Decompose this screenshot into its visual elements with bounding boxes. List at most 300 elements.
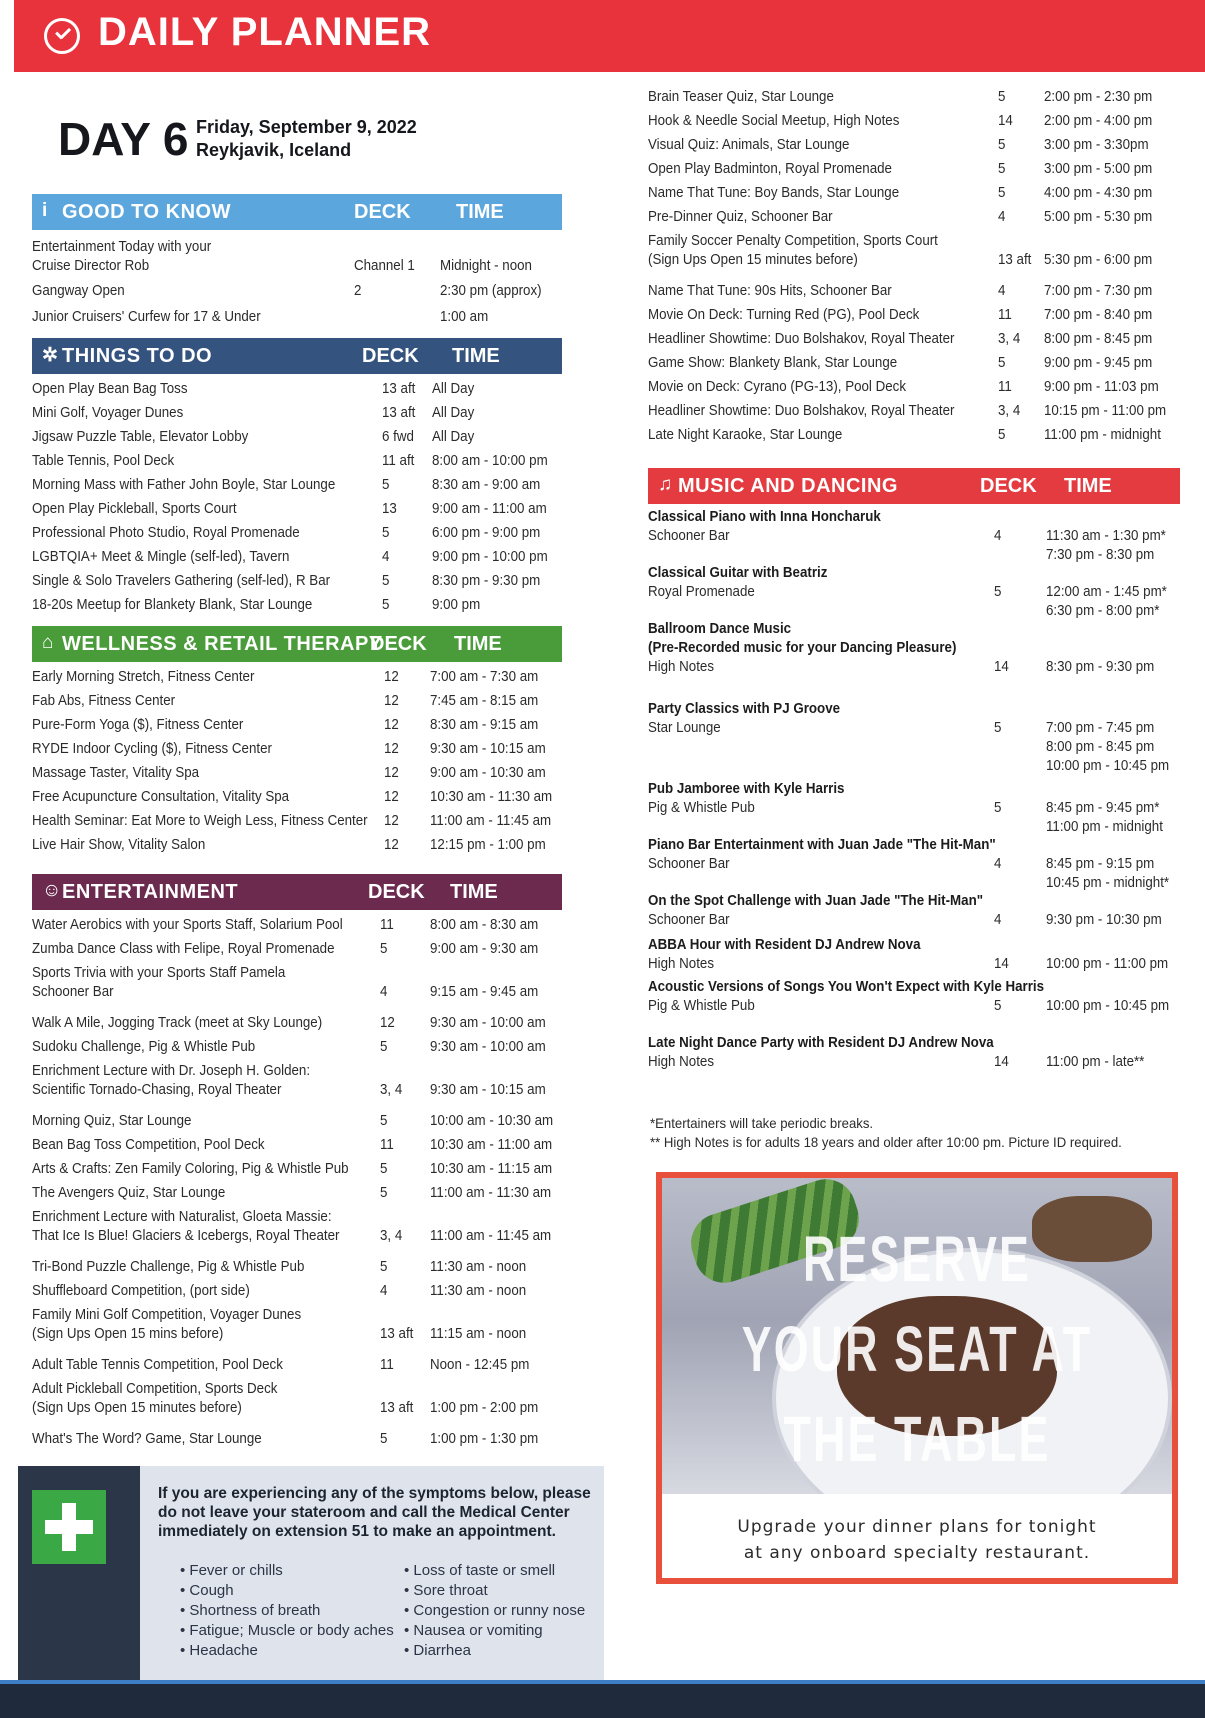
music-time-line: 9:30 pm - 10:30 pm	[1046, 912, 1162, 928]
row-name-line: Entertainment Today with your	[32, 239, 212, 255]
promo-headline-2: YOUR SEAT AT	[741, 1313, 1093, 1385]
row-name-line: Name That Tune: Boy Bands, Star Lounge	[648, 185, 900, 201]
table-row-name	[648, 208, 833, 227]
row-name-line: Sports Trivia with your Sports Staff Pamela	[32, 965, 286, 981]
symptom-item: • Shortness of breath	[180, 1602, 321, 1619]
row-name-line: 18-20s Meetup for Blankety Blank, Star Lounge	[32, 597, 313, 613]
music-venue: High Notes	[648, 659, 714, 675]
table-row-name	[648, 88, 834, 107]
row-time: 10:00 am - 10:30 am	[430, 1113, 554, 1129]
table-row-name	[32, 572, 330, 591]
time-header: TIME	[456, 201, 504, 223]
row-deck: 5	[998, 355, 1006, 371]
table-row-name	[32, 428, 248, 447]
music-deck: 5	[994, 720, 1002, 736]
music-item	[648, 564, 827, 602]
row-time: 10:30 am - 11:30 am	[430, 789, 553, 805]
mask-icon: ☺	[42, 880, 62, 901]
day-date-block	[196, 116, 417, 162]
section-title: WELLNESS & RETAIL THERAPY	[62, 633, 383, 655]
music-footnote: ** High Notes is for adults 18 years and older after 10:00 pm. Picture ID required.	[650, 1134, 1122, 1150]
row-time: 7:00 am - 7:30 am	[430, 669, 539, 685]
row-time: 8:00 am - 8:30 am	[430, 917, 539, 933]
symptom-item: • Cough	[180, 1582, 234, 1599]
row-deck: 3, 4	[380, 1082, 403, 1098]
symptom-item: • Diarrhea	[404, 1642, 471, 1659]
music-item	[648, 508, 881, 546]
row-time: 3:00 pm - 5:00 pm	[1044, 161, 1153, 177]
row-time: 2:30 pm (approx)	[440, 283, 542, 299]
music-time-line: 10:00 pm - 10:45 pm	[1046, 758, 1170, 774]
table-row-name	[32, 1306, 301, 1344]
row-name-line: Enrichment Lecture with Naturalist, Gloeta Massie:	[32, 1209, 332, 1225]
music-time-line: 8:30 pm - 9:30 pm	[1046, 659, 1155, 675]
table-row-name	[32, 940, 335, 959]
row-deck: 4	[382, 549, 390, 565]
row-deck: 5	[382, 525, 390, 541]
page-footer	[0, 1680, 1205, 1718]
table-row-name	[32, 1038, 255, 1057]
row-name-line: Headliner Showtime: Duo Bolshakov, Royal Theater	[648, 403, 955, 419]
row-deck: 4	[380, 984, 388, 1000]
section-title: THINGS TO DO	[62, 345, 213, 367]
row-deck: 2	[354, 283, 362, 299]
promo-caption-1: Upgrade your dinner plans for tonight	[737, 1517, 1097, 1537]
music-time-line: 10:45 pm - midnight*	[1046, 875, 1170, 891]
row-time: 6:00 pm - 9:00 pm	[432, 525, 541, 541]
symptom-item: • Sore throat	[404, 1582, 488, 1599]
music-time	[1046, 911, 1162, 930]
row-name-line: Single & Solo Travelers Gathering (self-led), R Bar	[32, 573, 331, 589]
symptom-item: • Nausea or vomiting	[404, 1622, 543, 1639]
row-name-line: Early Morning Stretch, Fitness Center	[32, 669, 255, 685]
row-deck: 5	[382, 573, 390, 589]
music-venue: Pig & Whistle Pub	[648, 998, 755, 1014]
music-item	[648, 620, 956, 677]
row-time: 9:30 am - 10:15 am	[430, 1082, 546, 1098]
music-note-icon: ♫	[658, 474, 673, 495]
row-time: 8:30 am - 9:15 am	[430, 717, 539, 733]
row-deck: 5	[380, 1113, 388, 1129]
row-name-line: Mini Golf, Voyager Dunes	[32, 405, 184, 421]
row-time: 9:15 am - 9:45 am	[430, 984, 539, 1000]
promo-reserve-seat[interactable]	[656, 1172, 1178, 1584]
row-name-line: Brain Teaser Quiz, Star Lounge	[648, 89, 834, 105]
music-title-line: On the Spot Challenge with Juan Jade "The Hit-Man"	[648, 893, 984, 909]
time-header: TIME	[1064, 475, 1112, 497]
row-deck: 12	[384, 837, 399, 853]
music-time	[1046, 997, 1169, 1016]
row-deck: 13 aft	[380, 1326, 414, 1342]
row-name-line: That Ice Is Blue! Glaciers & Icebergs, Royal Theater	[32, 1228, 340, 1244]
table-row-name	[32, 524, 300, 543]
row-time: 11:00 am - 11:45 am	[430, 1228, 552, 1244]
music-item	[648, 936, 921, 974]
row-time: All Day	[432, 381, 475, 397]
music-venue: Schooner Bar	[648, 912, 730, 928]
table-row-name	[648, 378, 906, 397]
music-time	[1046, 855, 1169, 893]
row-name-line: Family Soccer Penalty Competition, Sports Court	[648, 233, 938, 249]
row-time: All Day	[432, 405, 475, 421]
row-time: 7:45 am - 8:15 am	[430, 693, 539, 709]
music-title-line: Acoustic Versions of Songs You Won't Expect with Kyle Harris	[648, 979, 1045, 995]
section-title: GOOD TO KNOW	[62, 201, 231, 223]
row-name-line: Shuffleboard Competition, (port side)	[32, 1283, 250, 1299]
promo-headline-3: THE TABLE	[783, 1403, 1051, 1475]
symptom-item: • Fever or chills	[180, 1562, 283, 1579]
row-name-line: Hook & Needle Social Meetup, High Notes	[648, 113, 900, 129]
day-location: Reykjavik, Iceland	[196, 140, 352, 160]
music-deck: 14	[994, 956, 1009, 972]
table-row-name	[648, 330, 954, 349]
row-name-line: Gangway Open	[32, 283, 125, 299]
table-row-name	[32, 1380, 277, 1418]
row-deck: 12	[384, 669, 399, 685]
row-name-line: Late Night Karaoke, Star Lounge	[648, 427, 843, 443]
row-name-line: Arts & Crafts: Zen Family Coloring, Pig & Whistle Pub	[32, 1161, 349, 1177]
row-time: 12:15 pm - 1:00 pm	[430, 837, 546, 853]
row-time: 9:00 am - 9:30 am	[430, 941, 539, 957]
music-time	[1046, 955, 1168, 974]
row-time: 9:30 am - 10:15 am	[430, 741, 546, 757]
table-row-name	[32, 836, 205, 855]
music-venue: Star Lounge	[648, 720, 721, 736]
row-deck: Channel 1	[354, 258, 415, 274]
medical-message: If you are experiencing any of the symptoms below, please do not leave your stateroom and call the Medical Center immediately on extension 51 to make an appointment.	[158, 1485, 591, 1540]
row-name-line: Pure-Form Yoga ($), Fitness Center	[32, 717, 244, 733]
row-name-line: LGBTQIA+ Meet & Mingle (self-led), Tavern	[32, 549, 290, 565]
table-row-name	[32, 1014, 322, 1033]
music-title-line: Piano Bar Entertainment with Juan Jade "The Hit-Man"	[648, 837, 996, 853]
row-name-line: Pre-Dinner Quiz, Schooner Bar	[648, 209, 833, 225]
row-deck: 4	[380, 1283, 388, 1299]
music-deck: 4	[994, 856, 1002, 872]
music-time-line: 10:00 pm - 11:00 pm	[1046, 956, 1169, 972]
row-time: 10:30 am - 11:15 am	[430, 1161, 553, 1177]
section-header	[32, 338, 562, 374]
deck-header: DECK	[370, 633, 427, 655]
row-name-line: Visual Quiz: Animals, Star Lounge	[648, 137, 850, 153]
row-time: 8:30 am - 9:00 am	[432, 477, 541, 493]
music-venue: Pig & Whistle Pub	[648, 800, 755, 816]
music-time	[1046, 658, 1154, 677]
row-name-line: Schooner Bar	[32, 984, 114, 1000]
row-time: 5:30 pm - 6:00 pm	[1044, 252, 1153, 268]
row-deck: 5	[380, 1431, 388, 1447]
row-name-line: Adult Table Tennis Competition, Pool Deck	[32, 1357, 283, 1373]
row-time: 8:30 pm - 9:30 pm	[432, 573, 541, 589]
table-row-name	[32, 1112, 191, 1131]
music-venue: High Notes	[648, 1054, 714, 1070]
row-time: 9:00 am - 10:30 am	[430, 765, 546, 781]
row-time: 10:30 am - 11:00 am	[430, 1137, 553, 1153]
row-name-line: Fab Abs, Fitness Center	[32, 693, 176, 709]
row-deck: 5	[998, 161, 1006, 177]
music-time-line: 11:30 am - 1:30 pm*	[1046, 528, 1166, 544]
table-row-name	[648, 306, 919, 325]
row-deck: 6 fwd	[382, 429, 414, 445]
row-time: Noon - 12:45 pm	[430, 1357, 530, 1373]
music-item	[648, 978, 1044, 1016]
section-header	[32, 194, 562, 230]
row-name-line: Open Play Bean Bag Toss	[32, 381, 188, 397]
row-name-line: Adult Pickleball Competition, Sports Deck	[32, 1381, 278, 1397]
table-row-name	[32, 716, 243, 735]
row-time: 10:15 pm - 11:00 pm	[1044, 403, 1167, 419]
row-deck: 5	[382, 597, 390, 613]
row-time: 7:00 pm - 7:30 pm	[1044, 283, 1153, 299]
table-row-name	[32, 740, 272, 759]
day-date: Friday, September 9, 2022	[196, 117, 417, 137]
row-name-line: Cruise Director Rob	[32, 258, 150, 274]
music-deck: 14	[994, 659, 1009, 675]
music-time-line: 7:30 pm - 8:30 pm	[1046, 547, 1155, 563]
row-time: 11:00 pm - midnight	[1044, 427, 1161, 443]
section-header	[648, 468, 1180, 504]
row-time: 1:00 pm - 2:00 pm	[430, 1400, 539, 1416]
music-time-line: 11:00 pm - midnight	[1046, 819, 1163, 835]
row-time: 8:00 am - 10:00 pm	[432, 453, 548, 469]
row-deck: 13 aft	[380, 1400, 414, 1416]
table-row-name	[32, 596, 312, 615]
row-name-line: Enrichment Lecture with Dr. Joseph H. Golden:	[32, 1063, 311, 1079]
row-time: 9:30 am - 10:00 am	[430, 1015, 546, 1031]
row-deck: 5	[998, 185, 1006, 201]
deck-header: DECK	[354, 201, 411, 223]
row-deck: 5	[380, 1185, 388, 1201]
music-time-line: 12:00 am - 1:45 pm*	[1046, 584, 1167, 600]
music-venue: Schooner Bar	[648, 856, 730, 872]
row-deck: 13	[382, 501, 397, 517]
music-item	[648, 836, 996, 874]
table-row-name	[648, 112, 899, 131]
promo-headline-1: RESERVE	[802, 1223, 1032, 1295]
table-row-name	[648, 426, 842, 445]
row-deck: 5	[382, 477, 390, 493]
row-deck: 5	[380, 1259, 388, 1275]
row-time: 7:00 pm - 8:40 pm	[1044, 307, 1153, 323]
row-deck: 5	[998, 89, 1006, 105]
row-time: 9:00 pm - 10:00 pm	[432, 549, 548, 565]
row-deck: 11	[998, 307, 1012, 323]
music-deck: 4	[994, 528, 1002, 544]
row-deck: 12	[384, 693, 399, 709]
section-title: ENTERTAINMENT	[62, 881, 239, 903]
row-time: 11:30 am - noon	[430, 1259, 527, 1275]
music-title-line: Ballroom Dance Music	[648, 621, 792, 637]
row-deck: 12	[384, 789, 399, 805]
music-item	[648, 700, 840, 738]
symptom-item: • Headache	[180, 1642, 258, 1659]
row-name-line: Family Mini Golf Competition, Voyager Dunes	[32, 1307, 302, 1323]
table-row-name	[648, 282, 892, 301]
row-name-line: Junior Cruisers' Curfew for 17 & Under	[32, 309, 261, 325]
table-row-name	[648, 402, 954, 421]
row-time: 9:00 am - 11:00 am	[432, 501, 547, 517]
music-time-line: 8:00 pm - 8:45 pm	[1046, 739, 1155, 755]
row-name-line: Name That Tune: 90s Hits, Schooner Bar	[648, 283, 892, 299]
row-name-line: Table Tennis, Pool Deck	[32, 453, 175, 469]
row-time: 11:15 am - noon	[430, 1326, 527, 1342]
row-name-line: (Sign Ups Open 15 minutes before)	[32, 1400, 242, 1416]
row-deck: 13 aft	[382, 381, 416, 397]
row-deck: 11	[998, 379, 1012, 395]
row-time: 9:00 pm	[432, 597, 481, 613]
clock-icon	[44, 18, 80, 54]
table-row-name	[32, 812, 368, 831]
music-venue: Schooner Bar	[648, 528, 730, 544]
row-name-line: Tri-Bond Puzzle Challenge, Pig & Whistle Pub	[32, 1259, 305, 1275]
row-name-line: Open Play Badminton, Royal Promenade	[648, 161, 892, 177]
row-time: 9:00 pm - 11:03 pm	[1044, 379, 1159, 395]
table-row-name	[32, 452, 174, 471]
row-deck: 3, 4	[998, 403, 1021, 419]
medical-cross-icon	[32, 1490, 106, 1564]
row-time: 11:00 am - 11:45 am	[430, 813, 552, 829]
table-row-name	[32, 964, 285, 1002]
row-deck: 11	[380, 1137, 394, 1153]
row-name-line: Health Seminar: Eat More to Weigh Less, Fitness Center	[32, 813, 368, 829]
music-deck: 4	[994, 912, 1002, 928]
row-name-line: (Sign Ups Open 15 minutes before)	[648, 252, 858, 268]
table-row-name	[32, 1258, 304, 1277]
row-deck: 3, 4	[998, 331, 1021, 347]
row-name-line: Zumba Dance Class with Felipe, Royal Promenade	[32, 941, 335, 957]
row-deck: 14	[998, 113, 1013, 129]
table-row-name	[32, 380, 187, 399]
music-title-line: Late Night Dance Party with Resident DJ Andrew Nova	[648, 1035, 994, 1051]
table-row-name	[32, 1136, 265, 1155]
music-time	[1046, 719, 1169, 776]
row-name-line: Jigsaw Puzzle Table, Elevator Lobby	[32, 429, 249, 445]
row-deck: 11 aft	[382, 453, 415, 469]
music-title-line: Classical Guitar with Beatriz	[648, 565, 828, 581]
table-row-name	[32, 692, 175, 711]
info-icon: i	[42, 200, 48, 221]
music-time	[1046, 799, 1163, 837]
deck-header: DECK	[980, 475, 1037, 497]
section-title: MUSIC AND DANCING	[678, 475, 898, 497]
table-row-name	[32, 1208, 339, 1246]
time-header: TIME	[452, 345, 500, 367]
table-row-name	[648, 184, 899, 203]
section-header	[32, 626, 562, 662]
table-row-name	[32, 282, 125, 301]
row-deck: 11	[380, 917, 394, 933]
music-title-line: Party Classics with PJ Groove	[648, 701, 841, 717]
table-row-name	[32, 404, 183, 423]
music-deck: 5	[994, 998, 1002, 1014]
row-time: 9:30 am - 10:00 am	[430, 1039, 546, 1055]
music-venue: High Notes	[648, 956, 714, 972]
row-time: 11:30 am - noon	[430, 1283, 527, 1299]
row-time: 1:00 pm - 1:30 pm	[430, 1431, 539, 1447]
row-name-line: Headliner Showtime: Duo Bolshakov, Royal Theater	[648, 331, 955, 347]
music-time-line: 8:45 pm - 9:15 pm	[1046, 856, 1155, 872]
table-row-name	[32, 668, 254, 687]
row-deck: 5	[380, 941, 388, 957]
row-name-line: Scientific Tornado-Chasing, Royal Theater	[32, 1082, 282, 1098]
row-time: 4:00 pm - 4:30 pm	[1044, 185, 1153, 201]
music-title-line: Classical Piano with Inna Honcharuk	[648, 509, 881, 525]
music-time	[1046, 527, 1166, 565]
row-deck: 5	[380, 1161, 388, 1177]
row-time: 9:00 pm - 9:45 pm	[1044, 355, 1153, 371]
row-time: 5:00 pm - 5:30 pm	[1044, 209, 1153, 225]
table-row-name	[32, 1160, 349, 1179]
row-deck: 13 aft	[382, 405, 416, 421]
row-deck: 12	[384, 813, 399, 829]
deck-header: DECK	[362, 345, 419, 367]
music-time-line: 11:00 pm - late**	[1046, 1054, 1145, 1070]
symptom-item: • Congestion or runny nose	[404, 1602, 586, 1619]
music-time	[1046, 583, 1167, 621]
row-name-line: Massage Taster, Vitality Spa	[32, 765, 200, 781]
music-footnote: *Entertainers will take periodic breaks.	[650, 1115, 874, 1131]
music-time	[1046, 1053, 1144, 1072]
symptom-item: • Fatigue; Muscle or body aches	[180, 1622, 394, 1639]
row-time: 2:00 pm - 2:30 pm	[1044, 89, 1153, 105]
header-banner	[14, 0, 1205, 72]
music-deck: 14	[994, 1054, 1009, 1070]
music-item	[648, 892, 983, 930]
table-row-name	[32, 1282, 250, 1301]
row-deck: 5	[998, 137, 1006, 153]
table-row-name	[648, 354, 897, 373]
music-time-line: 8:45 pm - 9:45 pm*	[1046, 800, 1160, 816]
music-deck: 5	[994, 800, 1002, 816]
table-row-name	[648, 136, 849, 155]
music-title-line: Pub Jamboree with Kyle Harris	[648, 781, 845, 797]
music-title-line: ABBA Hour with Resident DJ Andrew Nova	[648, 937, 921, 953]
row-time: 1:00 am	[440, 309, 489, 325]
row-name-line: Morning Mass with Father John Boyle, Star Lounge	[32, 477, 336, 493]
table-row-name	[32, 1062, 310, 1100]
music-deck: 5	[994, 584, 1002, 600]
row-time: Midnight - noon	[440, 258, 532, 274]
row-name-line: Professional Photo Studio, Royal Promenade	[32, 525, 300, 541]
music-time-line: 10:00 pm - 10:45 pm	[1046, 998, 1170, 1014]
row-time: 11:00 am - 11:30 am	[430, 1185, 552, 1201]
row-deck: 3, 4	[380, 1228, 403, 1244]
row-name-line: Water Aerobics with your Sports Staff, Solarium Pool	[32, 917, 343, 933]
row-time: 2:00 pm - 4:00 pm	[1044, 113, 1153, 129]
row-deck: 4	[998, 283, 1006, 299]
music-item	[648, 780, 844, 818]
medical-strip	[18, 1466, 140, 1680]
table-row-name	[32, 1430, 262, 1449]
table-row-name	[32, 308, 261, 327]
row-deck: 4	[998, 209, 1006, 225]
row-name-line: Free Acupuncture Consultation, Vitality Spa	[32, 789, 290, 805]
row-time: 3:00 pm - 3:30pm	[1044, 137, 1149, 153]
table-row-name	[648, 232, 938, 270]
table-row-name	[32, 1356, 283, 1375]
time-header: TIME	[450, 881, 498, 903]
row-name-line: (Sign Ups Open 15 mins before)	[32, 1326, 224, 1342]
bag-icon: ⌂	[42, 632, 54, 653]
table-row-name	[32, 788, 289, 807]
music-item	[648, 1034, 994, 1072]
music-time-line: 6:30 pm - 8:00 pm*	[1046, 603, 1160, 619]
page-title: DAILY PLANNER	[98, 10, 432, 54]
table-row-name	[32, 916, 343, 935]
row-name-line: Open Play Pickleball, Sports Court	[32, 501, 237, 517]
section-header	[32, 874, 562, 910]
row-time: 8:00 pm - 8:45 pm	[1044, 331, 1153, 347]
row-deck: 12	[384, 741, 399, 757]
